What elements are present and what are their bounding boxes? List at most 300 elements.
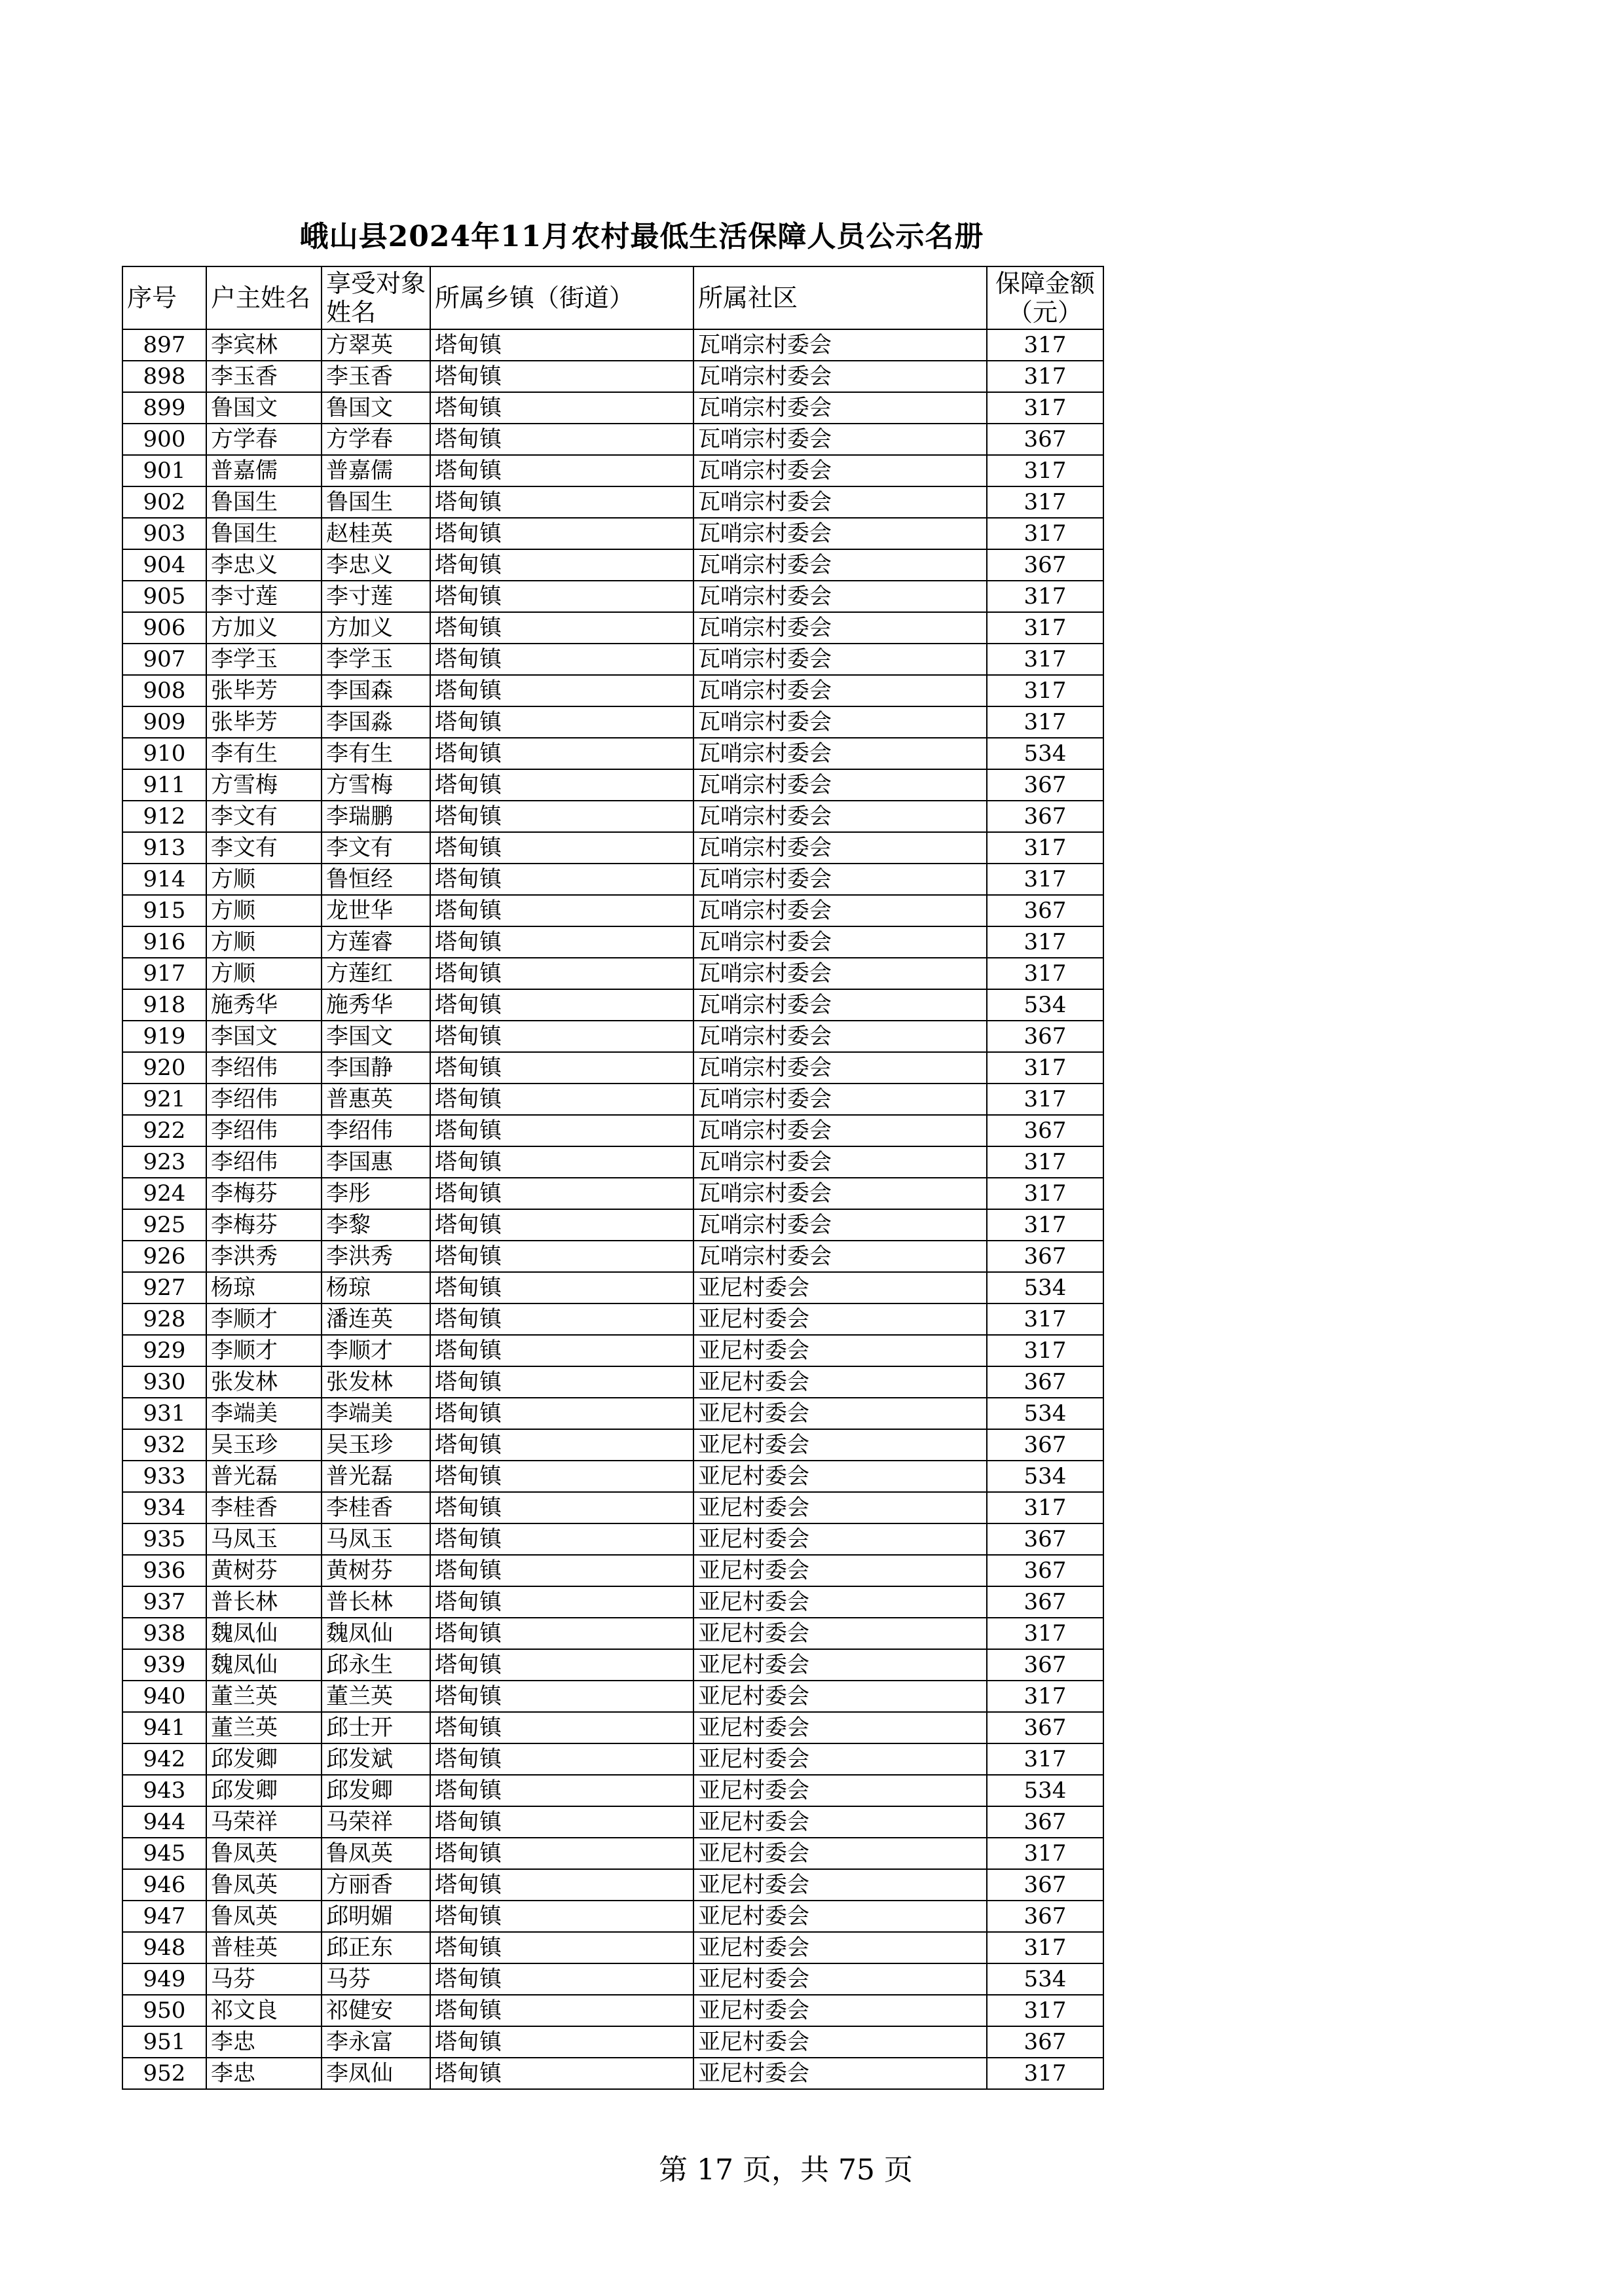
cell-amount: 367 (987, 895, 1103, 926)
table-row (122, 801, 1103, 832)
cell-amount: 367 (987, 1021, 1103, 1052)
cell-household-head: 李绍伟 (206, 1084, 322, 1115)
cell-amount: 317 (987, 455, 1103, 486)
cell-township: 塔甸镇 (430, 581, 693, 612)
cell-community: 瓦哨宗村委会 (693, 1052, 987, 1084)
cell-community: 亚尼村委会 (693, 2026, 987, 2058)
cell-seq: 940 (122, 1681, 206, 1712)
table-row (122, 1272, 1103, 1303)
cell-seq: 907 (122, 644, 206, 675)
cell-beneficiary: 张发林 (322, 1366, 430, 1398)
cell-seq: 934 (122, 1492, 206, 1523)
cell-township: 塔甸镇 (430, 1084, 693, 1115)
cell-seq: 948 (122, 1932, 206, 1963)
cell-township: 塔甸镇 (430, 801, 693, 832)
cell-amount: 317 (987, 1146, 1103, 1178)
cell-amount: 317 (987, 1335, 1103, 1366)
cell-seq: 923 (122, 1146, 206, 1178)
cell-seq: 951 (122, 2026, 206, 2058)
cell-beneficiary: 杨琼 (322, 1272, 430, 1303)
header-beneficiary: 享受对象姓名 (322, 266, 430, 329)
cell-amount: 534 (987, 1963, 1103, 1995)
cell-household-head: 鲁国文 (206, 392, 322, 424)
cell-beneficiary: 李玉香 (322, 361, 430, 392)
cell-beneficiary: 李凤仙 (322, 2058, 430, 2089)
cell-community: 瓦哨宗村委会 (693, 895, 987, 926)
cell-amount: 367 (987, 424, 1103, 455)
cell-township: 塔甸镇 (430, 1241, 693, 1272)
cell-township: 塔甸镇 (430, 1838, 693, 1869)
table-row (122, 1146, 1103, 1178)
cell-community: 瓦哨宗村委会 (693, 769, 987, 801)
cell-community: 亚尼村委会 (693, 1775, 987, 1806)
cell-amount: 317 (987, 2058, 1103, 2089)
table-row (122, 1052, 1103, 1084)
cell-township: 塔甸镇 (430, 1209, 693, 1241)
cell-amount: 534 (987, 1272, 1103, 1303)
cell-beneficiary: 方莲红 (322, 958, 430, 989)
table-row (122, 1115, 1103, 1146)
cell-amount: 367 (987, 801, 1103, 832)
cell-community: 亚尼村委会 (693, 1901, 987, 1932)
cell-amount: 317 (987, 1932, 1103, 1963)
cell-township: 塔甸镇 (430, 1995, 693, 2026)
cell-community: 亚尼村委会 (693, 1869, 987, 1901)
cell-community: 亚尼村委会 (693, 1712, 987, 1743)
cell-amount: 367 (987, 1555, 1103, 1586)
cell-household-head: 邱发卿 (206, 1743, 322, 1775)
cell-community: 瓦哨宗村委会 (693, 1209, 987, 1241)
cell-community: 瓦哨宗村委会 (693, 361, 987, 392)
cell-seq: 905 (122, 581, 206, 612)
cell-township: 塔甸镇 (430, 1146, 693, 1178)
cell-community: 瓦哨宗村委会 (693, 455, 987, 486)
cell-seq: 930 (122, 1366, 206, 1398)
cell-beneficiary: 祁健安 (322, 1995, 430, 2026)
page-footer: 第 17 页，共 75 页 (659, 2153, 913, 2187)
cell-household-head: 鲁凤英 (206, 1838, 322, 1869)
table-row (122, 455, 1103, 486)
cell-household-head: 施秀华 (206, 989, 322, 1021)
cell-beneficiary: 李国森 (322, 675, 430, 706)
cell-amount: 317 (987, 958, 1103, 989)
cell-household-head: 普光磊 (206, 1461, 322, 1492)
cell-community: 瓦哨宗村委会 (693, 1146, 987, 1178)
table-row (122, 1303, 1103, 1335)
cell-township: 塔甸镇 (430, 1178, 693, 1209)
cell-amount: 367 (987, 2026, 1103, 2058)
cell-community: 瓦哨宗村委会 (693, 801, 987, 832)
cell-seq: 928 (122, 1303, 206, 1335)
cell-township: 塔甸镇 (430, 1586, 693, 1618)
cell-beneficiary: 鲁国文 (322, 392, 430, 424)
cell-community: 亚尼村委会 (693, 1806, 987, 1838)
cell-household-head: 马凤玉 (206, 1523, 322, 1555)
cell-beneficiary: 邱正东 (322, 1932, 430, 1963)
cell-seq: 947 (122, 1901, 206, 1932)
cell-community: 瓦哨宗村委会 (693, 329, 987, 361)
cell-amount: 367 (987, 1115, 1103, 1146)
cell-household-head: 方雪梅 (206, 769, 322, 801)
table-row (122, 361, 1103, 392)
cell-township: 塔甸镇 (430, 1712, 693, 1743)
cell-community: 瓦哨宗村委会 (693, 1241, 987, 1272)
cell-township: 塔甸镇 (430, 1335, 693, 1366)
cell-household-head: 邱发卿 (206, 1775, 322, 1806)
cell-amount: 367 (987, 1901, 1103, 1932)
cell-township: 塔甸镇 (430, 1901, 693, 1932)
cell-amount: 367 (987, 549, 1103, 581)
cell-township: 塔甸镇 (430, 895, 693, 926)
cell-amount: 317 (987, 1618, 1103, 1649)
cell-seq: 929 (122, 1335, 206, 1366)
cell-seq: 924 (122, 1178, 206, 1209)
table-row (122, 895, 1103, 926)
cell-seq: 900 (122, 424, 206, 455)
cell-community: 亚尼村委会 (693, 1492, 987, 1523)
cell-seq: 942 (122, 1743, 206, 1775)
cell-township: 塔甸镇 (430, 1052, 693, 1084)
cell-household-head: 李有生 (206, 738, 322, 769)
table-row (122, 1335, 1103, 1366)
cell-township: 塔甸镇 (430, 329, 693, 361)
cell-community: 亚尼村委会 (693, 1838, 987, 1869)
table-row (122, 1618, 1103, 1649)
cell-household-head: 方顺 (206, 895, 322, 926)
table-row (122, 329, 1103, 361)
cell-community: 亚尼村委会 (693, 1618, 987, 1649)
table-row (122, 1806, 1103, 1838)
cell-community: 亚尼村委会 (693, 1932, 987, 1963)
cell-township: 塔甸镇 (430, 2058, 693, 2089)
cell-community: 亚尼村委会 (693, 1272, 987, 1303)
cell-household-head: 方顺 (206, 926, 322, 958)
cell-township: 塔甸镇 (430, 706, 693, 738)
cell-township: 塔甸镇 (430, 1461, 693, 1492)
cell-seq: 937 (122, 1586, 206, 1618)
cell-amount: 367 (987, 1366, 1103, 1398)
table-row (122, 958, 1103, 989)
cell-household-head: 魏凤仙 (206, 1649, 322, 1681)
header-township: 所属乡镇（街道） (430, 266, 693, 329)
table-row (122, 1366, 1103, 1398)
cell-household-head: 李顺才 (206, 1303, 322, 1335)
cell-community: 亚尼村委会 (693, 2058, 987, 2089)
cell-community: 亚尼村委会 (693, 1586, 987, 1618)
cell-seq: 913 (122, 832, 206, 864)
cell-seq: 908 (122, 675, 206, 706)
cell-household-head: 李文有 (206, 832, 322, 864)
cell-beneficiary: 李黎 (322, 1209, 430, 1241)
cell-seq: 925 (122, 1209, 206, 1241)
cell-township: 塔甸镇 (430, 455, 693, 486)
cell-community: 瓦哨宗村委会 (693, 392, 987, 424)
cell-township: 塔甸镇 (430, 1963, 693, 1995)
cell-seq: 938 (122, 1618, 206, 1649)
header-row (122, 266, 1103, 329)
cell-township: 塔甸镇 (430, 1555, 693, 1586)
cell-community: 亚尼村委会 (693, 1743, 987, 1775)
cell-beneficiary: 施秀华 (322, 989, 430, 1021)
cell-household-head: 方顺 (206, 958, 322, 989)
cell-township: 塔甸镇 (430, 1366, 693, 1398)
header-household-head: 户主姓名 (206, 266, 322, 329)
cell-beneficiary: 李国惠 (322, 1146, 430, 1178)
cell-seq: 922 (122, 1115, 206, 1146)
cell-amount: 317 (987, 675, 1103, 706)
cell-household-head: 方顺 (206, 864, 322, 895)
table-row (122, 832, 1103, 864)
cell-township: 塔甸镇 (430, 989, 693, 1021)
table-row (122, 926, 1103, 958)
cell-amount: 317 (987, 1178, 1103, 1209)
document-title: 峨山县2024年11月农村最低生活保障人员公示名册 (299, 220, 984, 253)
table-row (122, 1712, 1103, 1743)
cell-household-head: 李寸莲 (206, 581, 322, 612)
cell-community: 亚尼村委会 (693, 1429, 987, 1461)
cell-household-head: 李顺才 (206, 1335, 322, 1366)
cell-amount: 317 (987, 926, 1103, 958)
cell-township: 塔甸镇 (430, 1523, 693, 1555)
cell-household-head: 李忠 (206, 2058, 322, 2089)
cell-beneficiary: 李彤 (322, 1178, 430, 1209)
cell-seq: 933 (122, 1461, 206, 1492)
cell-household-head: 张毕芳 (206, 706, 322, 738)
header-amount: 保障金额（元） (987, 266, 1103, 329)
cell-seq: 901 (122, 455, 206, 486)
cell-community: 瓦哨宗村委会 (693, 675, 987, 706)
cell-household-head: 马芬 (206, 1963, 322, 1995)
cell-amount: 367 (987, 1586, 1103, 1618)
cell-beneficiary: 李国文 (322, 1021, 430, 1052)
cell-seq: 945 (122, 1838, 206, 1869)
cell-beneficiary: 李寸莲 (322, 581, 430, 612)
cell-township: 塔甸镇 (430, 2026, 693, 2058)
cell-household-head: 李洪秀 (206, 1241, 322, 1272)
cell-household-head: 鲁凤英 (206, 1901, 322, 1932)
cell-beneficiary: 李桂香 (322, 1492, 430, 1523)
cell-township: 塔甸镇 (430, 518, 693, 549)
table-row (122, 1398, 1103, 1429)
table-row (122, 392, 1103, 424)
cell-township: 塔甸镇 (430, 769, 693, 801)
cell-amount: 317 (987, 1084, 1103, 1115)
cell-township: 塔甸镇 (430, 549, 693, 581)
cell-community: 瓦哨宗村委会 (693, 424, 987, 455)
cell-amount: 367 (987, 1869, 1103, 1901)
header-seq: 序号 (122, 266, 206, 329)
cell-amount: 534 (987, 989, 1103, 1021)
cell-seq: 911 (122, 769, 206, 801)
table-row (122, 1681, 1103, 1712)
cell-household-head: 李绍伟 (206, 1115, 322, 1146)
cell-community: 亚尼村委会 (693, 1523, 987, 1555)
cell-amount: 317 (987, 1995, 1103, 2026)
cell-seq: 910 (122, 738, 206, 769)
cell-beneficiary: 李国淼 (322, 706, 430, 738)
cell-beneficiary: 方雪梅 (322, 769, 430, 801)
cell-seq: 921 (122, 1084, 206, 1115)
cell-household-head: 李国文 (206, 1021, 322, 1052)
cell-seq: 926 (122, 1241, 206, 1272)
cell-beneficiary: 李文有 (322, 832, 430, 864)
table-row (122, 989, 1103, 1021)
cell-community: 亚尼村委会 (693, 1303, 987, 1335)
table-row (122, 1021, 1103, 1052)
table-row (122, 1523, 1103, 1555)
cell-amount: 317 (987, 361, 1103, 392)
cell-community: 亚尼村委会 (693, 1398, 987, 1429)
table-row (122, 2026, 1103, 2058)
table-row (122, 486, 1103, 518)
cell-seq: 912 (122, 801, 206, 832)
cell-amount: 317 (987, 1492, 1103, 1523)
cell-household-head: 张发林 (206, 1366, 322, 1398)
table-row (122, 424, 1103, 455)
cell-household-head: 方加义 (206, 612, 322, 644)
cell-household-head: 吴玉珍 (206, 1429, 322, 1461)
cell-beneficiary: 鲁恒经 (322, 864, 430, 895)
cell-seq: 931 (122, 1398, 206, 1429)
cell-household-head: 李绍伟 (206, 1052, 322, 1084)
cell-beneficiary: 方学春 (322, 424, 430, 455)
table-row (122, 1869, 1103, 1901)
cell-beneficiary: 李有生 (322, 738, 430, 769)
cell-amount: 317 (987, 1681, 1103, 1712)
cell-amount: 317 (987, 329, 1103, 361)
table-row (122, 1241, 1103, 1272)
cell-seq: 927 (122, 1272, 206, 1303)
cell-seq: 917 (122, 958, 206, 989)
cell-community: 亚尼村委会 (693, 1461, 987, 1492)
cell-seq: 944 (122, 1806, 206, 1838)
cell-amount: 317 (987, 581, 1103, 612)
cell-community: 瓦哨宗村委会 (693, 1021, 987, 1052)
cell-beneficiary: 普嘉儒 (322, 455, 430, 486)
cell-township: 塔甸镇 (430, 926, 693, 958)
cell-amount: 317 (987, 518, 1103, 549)
table-row (122, 1995, 1103, 2026)
cell-beneficiary: 马凤玉 (322, 1523, 430, 1555)
cell-household-head: 鲁国生 (206, 518, 322, 549)
table-row (122, 1209, 1103, 1241)
cell-household-head: 马荣祥 (206, 1806, 322, 1838)
cell-beneficiary: 鲁凤英 (322, 1838, 430, 1869)
cell-community: 亚尼村委会 (693, 1335, 987, 1366)
cell-household-head: 董兰英 (206, 1712, 322, 1743)
cell-seq: 915 (122, 895, 206, 926)
cell-community: 瓦哨宗村委会 (693, 832, 987, 864)
cell-amount: 367 (987, 1712, 1103, 1743)
table-row (122, 612, 1103, 644)
cell-beneficiary: 黄树芬 (322, 1555, 430, 1586)
cell-beneficiary: 李瑞鹏 (322, 801, 430, 832)
cell-household-head: 鲁国生 (206, 486, 322, 518)
cell-township: 塔甸镇 (430, 1272, 693, 1303)
cell-household-head: 李忠义 (206, 549, 322, 581)
cell-amount: 317 (987, 1838, 1103, 1869)
cell-township: 塔甸镇 (430, 1775, 693, 1806)
cell-seq: 914 (122, 864, 206, 895)
cell-community: 亚尼村委会 (693, 1681, 987, 1712)
cell-beneficiary: 赵桂英 (322, 518, 430, 549)
cell-beneficiary: 吴玉珍 (322, 1429, 430, 1461)
table-row (122, 1586, 1103, 1618)
cell-community: 瓦哨宗村委会 (693, 581, 987, 612)
cell-community: 瓦哨宗村委会 (693, 989, 987, 1021)
cell-beneficiary: 普光磊 (322, 1461, 430, 1492)
cell-seq: 920 (122, 1052, 206, 1084)
cell-community: 瓦哨宗村委会 (693, 549, 987, 581)
cell-township: 塔甸镇 (430, 1649, 693, 1681)
cell-community: 亚尼村委会 (693, 1366, 987, 1398)
cell-township: 塔甸镇 (430, 1869, 693, 1901)
cell-community: 瓦哨宗村委会 (693, 926, 987, 958)
cell-township: 塔甸镇 (430, 612, 693, 644)
cell-seq: 904 (122, 549, 206, 581)
cell-amount: 317 (987, 644, 1103, 675)
cell-amount: 367 (987, 769, 1103, 801)
cell-beneficiary: 邱发斌 (322, 1743, 430, 1775)
cell-township: 塔甸镇 (430, 361, 693, 392)
cell-beneficiary: 马荣祥 (322, 1806, 430, 1838)
cell-township: 塔甸镇 (430, 486, 693, 518)
table-row (122, 1932, 1103, 1963)
cell-household-head: 李忠 (206, 2026, 322, 2058)
cell-beneficiary: 方翠英 (322, 329, 430, 361)
cell-township: 塔甸镇 (430, 1398, 693, 1429)
table-row (122, 1743, 1103, 1775)
cell-beneficiary: 鲁国生 (322, 486, 430, 518)
cell-seq: 899 (122, 392, 206, 424)
cell-beneficiary: 李永富 (322, 2026, 430, 2058)
cell-community: 瓦哨宗村委会 (693, 644, 987, 675)
cell-township: 塔甸镇 (430, 1429, 693, 1461)
roster-body (122, 329, 1103, 2089)
cell-community: 瓦哨宗村委会 (693, 1084, 987, 1115)
cell-seq: 935 (122, 1523, 206, 1555)
cell-township: 塔甸镇 (430, 1743, 693, 1775)
cell-township: 塔甸镇 (430, 1681, 693, 1712)
cell-beneficiary: 李洪秀 (322, 1241, 430, 1272)
cell-household-head: 普嘉儒 (206, 455, 322, 486)
cell-seq: 898 (122, 361, 206, 392)
cell-township: 塔甸镇 (430, 644, 693, 675)
cell-beneficiary: 李学玉 (322, 644, 430, 675)
cell-seq: 919 (122, 1021, 206, 1052)
cell-seq: 941 (122, 1712, 206, 1743)
cell-community: 瓦哨宗村委会 (693, 738, 987, 769)
cell-community: 瓦哨宗村委会 (693, 612, 987, 644)
table-row (122, 518, 1103, 549)
cell-amount: 317 (987, 706, 1103, 738)
cell-township: 塔甸镇 (430, 1303, 693, 1335)
cell-household-head: 李梅芬 (206, 1209, 322, 1241)
cell-seq: 950 (122, 1995, 206, 2026)
cell-amount: 367 (987, 1649, 1103, 1681)
cell-household-head: 张毕芳 (206, 675, 322, 706)
cell-amount: 317 (987, 1303, 1103, 1335)
cell-community: 亚尼村委会 (693, 1649, 987, 1681)
cell-amount: 317 (987, 1209, 1103, 1241)
cell-amount: 534 (987, 1398, 1103, 1429)
cell-amount: 534 (987, 738, 1103, 769)
cell-community: 瓦哨宗村委会 (693, 486, 987, 518)
cell-seq: 903 (122, 518, 206, 549)
cell-seq: 946 (122, 1869, 206, 1901)
table-row (122, 1901, 1103, 1932)
cell-township: 塔甸镇 (430, 1492, 693, 1523)
